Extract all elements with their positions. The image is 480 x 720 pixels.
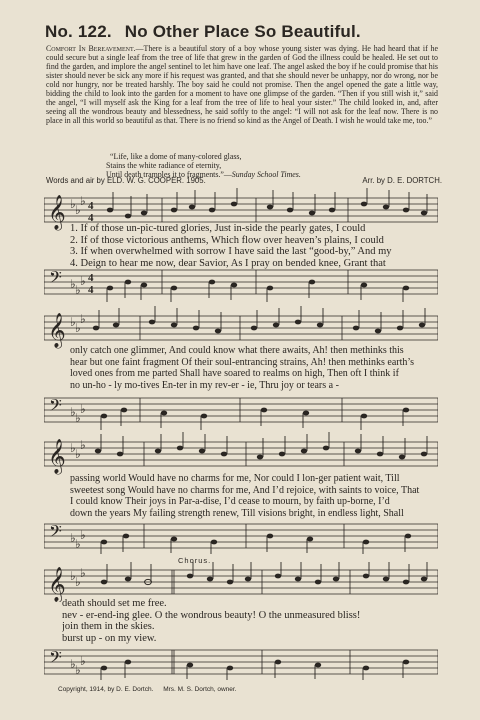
svg-text:♭: ♭ [80,312,86,326]
lyric-line: nev - er-end-ing glee. O the wondrous beauty! O the unmeasured bliss! [62,609,361,621]
svg-text:♭: ♭ [70,197,76,211]
bass-staff-1 [44,262,438,304]
svg-text:♭: ♭ [80,654,86,668]
music-staff-svg [44,306,438,350]
svg-text:♭: ♭ [75,203,81,217]
treble-staff-3 [44,432,438,476]
lyric-line: death should set me free. [62,598,167,609]
intro-lead: Comfort In Bereavement. [46,44,136,53]
copyright-text: Copyright, 1914, by D. E. Dortch. [58,686,154,693]
words-music-credit: Words and air by ELD. W. G. COOPER. 1905. [46,176,206,185]
svg-text:𝄞: 𝄞 [48,313,66,348]
lyric-line: I could know Their joys in Par-a-dise, I’d cease to mourn, by faith up-borne, I’d [70,496,390,508]
svg-text:♭: ♭ [75,537,81,551]
hymn-credits [46,176,442,185]
copyright-footer [58,686,358,693]
bass-staff-4 [44,644,438,682]
music-staff-svg [44,392,438,432]
music-staff-svg [44,520,438,556]
svg-text:♭: ♭ [75,447,81,461]
treble-staff-2 [44,306,438,350]
svg-text:4: 4 [88,212,94,224]
bass-staff-2 [44,392,438,432]
svg-text:♭: ♭ [70,531,76,545]
svg-text:♭: ♭ [70,315,76,329]
intro-text: —There is a beautiful story of a boy whose young sister was dying. He had heard that if he could secure but a single leaf from the tree of life that grew in the garden of God the illness could be healed. He set out to find the garden, and implore the angel sentinel to let him have one leaf. The angel asked the boy if he could promise that his sister should never be sick any more if his request was granted, and that she should never be unhappy, nor do wrong, nor be cold nor hungry, nor be treated harshly. The boy said he could not promise. Then the angel opened the gate a little way, bidding the child to look into the garden for a moment to have one glimpse of the garden. “Then if you still wish it,” said the angel, “I will myself ask the King for a leaf from the tree of life to heal your sister.” The child looked in, and, after seeing all the wondrous beauty and blessedness, he said softly to the angel: “I will not ask for the leaf now. There is no place in all this world so beautiful as that. There is no friend so kind as the Angel of Death. I wish he would take me, too.” [46,44,439,125]
lyric-line: 1. If of those un-pic-tured glories, Just in-side the pearly gates, I could [70,223,366,234]
svg-text:♭: ♭ [80,194,86,208]
svg-text:♭: ♭ [75,411,81,425]
lyric-line: no un-ho - ly mo-tives En-ter in my rev-er - ie, Thru joy or tears a - [70,379,339,391]
svg-text:𝄞: 𝄞 [48,439,66,474]
music-staff-svg [44,562,438,602]
svg-text:4: 4 [88,200,94,212]
svg-text:𝄢: 𝄢 [49,395,62,419]
svg-text:♭: ♭ [80,274,86,288]
lyrics-block-2 [70,345,442,391]
bass-staff-3 [44,520,438,556]
lyric-line: hear but one faint fragment Of their soul-entrancing strains, Ah! then methinks earth’s [70,356,415,368]
epigraph-poem [106,152,440,179]
lyric-line: 2. If of those victorious anthems, Which flow over heaven’s plains, I could [70,234,384,246]
arranger-credit: Arr. by D. E. DORTCH. [362,176,442,185]
music-staff-svg [44,644,438,682]
svg-text:♭: ♭ [70,405,76,419]
poem-line-2: Stains the white radiance of eternity, [106,161,222,170]
svg-text:𝄢: 𝄢 [49,267,62,291]
svg-text:𝄞: 𝄞 [48,567,66,602]
lyric-line: loved ones from me parted Shall have soared to realms on high, Then oft I think if [70,368,399,380]
svg-text:♭: ♭ [70,441,76,455]
chorus-label: Chorus. [178,556,212,565]
svg-text:♭: ♭ [70,277,76,291]
svg-text:♭: ♭ [70,569,76,583]
lyric-line: 4. Deign to hear me now, dear Savior, As I pray on bended knee, Grant that [70,257,386,269]
lyric-line: passing world Would have no charms for me, Nor could I lon-ger patient wait, Till [70,473,400,484]
lyric-line: join them in the skies. [62,621,155,633]
lyric-line: only catch one glimmer, And could know what there awaits, Ah! then methinks this [70,345,404,356]
poem-source: Sunday School Times. [231,170,301,179]
intro-story [46,44,438,125]
svg-text:♭: ♭ [70,657,76,671]
owner-text: Mrs. M. S. Dortch, owner. [163,686,237,693]
lyric-line: burst up - on my view. [62,632,157,644]
lyrics-block-4 [62,598,434,644]
lyric-line: 3. If when overwhelmed with sorrow I have said the last “good-by,” And my [70,246,392,258]
hymn-name: No Other Place So Beautiful. [124,22,361,41]
svg-text:♭: ♭ [80,528,86,542]
lyric-line: sweetest song Would have no charms for me, And I’d rejoice, with saints to voice, That [70,484,420,496]
poem-line-1: “Life, like a dome of many-colored glass, [110,152,242,161]
music-staff-svg [44,432,438,476]
lyrics-block-3 [70,473,442,519]
svg-text:♭: ♭ [75,575,81,589]
music-staff-svg [44,262,438,304]
svg-text:♭: ♭ [75,321,81,335]
svg-text:♭: ♭ [80,402,86,416]
treble-staff-4 [44,562,438,602]
hymn-title [45,22,455,42]
svg-text:♭: ♭ [75,283,81,297]
svg-text:4: 4 [88,284,94,296]
poem-line-3: Until death tramples it to fragments.”—Sunday School Times. [106,170,301,179]
lyric-line: down the years My failing strength renew, Till visions bright, in endless light, Shall [70,507,404,519]
hymn-number: No. 122. [45,22,112,41]
svg-text:♭: ♭ [75,663,81,677]
svg-text:4: 4 [88,272,94,284]
svg-text:𝄢: 𝄢 [49,521,62,545]
svg-text:♭: ♭ [80,566,86,580]
svg-text:♭: ♭ [80,438,86,452]
svg-text:𝄞: 𝄞 [48,195,66,230]
svg-text:𝄢: 𝄢 [49,647,62,671]
